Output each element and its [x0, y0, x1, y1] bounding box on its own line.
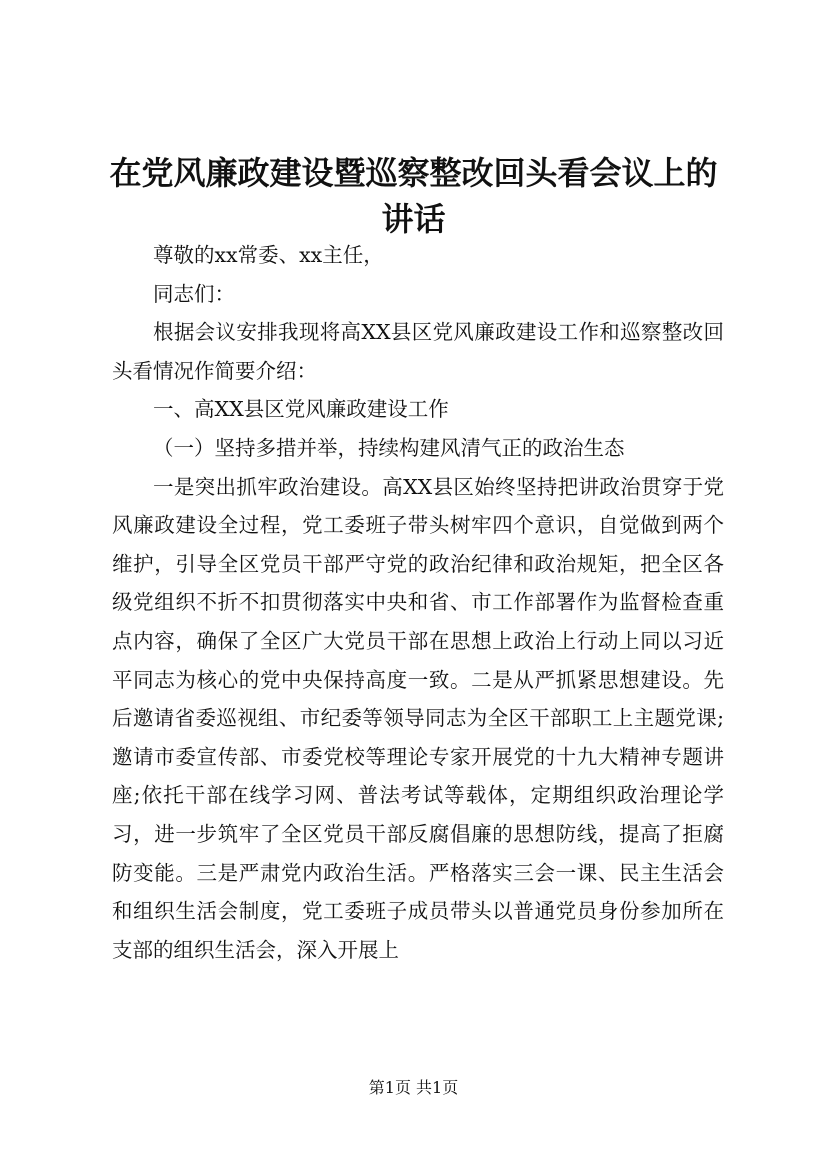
- body-paragraph: 一是突出抓牢政治建设。高XX县区始终坚持把讲政治贯穿于党风廉政建设全过程，党工委班子带头树牢四个意识，自觉做到两个维护，引导全区党员干部严守党的政治纪律和政治规矩，把全区各级党组织不折不扣贯彻落实中央和省、市工作部署作为监督检查重点内容，确保了全区广大党员干部在思想上政治上行动上同以习近平同志为核心的党中央保持高度一致。二是从严抓紧思想建设。先后邀请省委巡视组、市纪委等领导同志为全区干部职工上主题党课;邀请市委宣传部、市委党校等理论专家开展党的十九大精神专题讲座;依托干部在线学习网、普法考试等载体，定期组织政治理论学习，进一步筑牢了全区党员干部反腐倡廉的思想防线，提高了拒腐防变能。三是严肃党内政治生活。严格落实三会一课、民主生活会和组织生活会制度，党工委班子成员带头以普通党员身份参加所在支部的组织生活会，深入开展上: [112, 474, 724, 962]
- page-footer: 第1页 共1页: [368, 1078, 459, 1097]
- greeting: 同志们：: [153, 281, 235, 306]
- intro-paragraph: 根据会议安排我现将高XX县区党风廉政建设工作和巡察整改回头看情况作简要介绍：: [112, 320, 724, 383]
- salutation: 尊敬的xx常委、xx主任，: [153, 243, 384, 267]
- document-title: 在党风廉政建设暨巡察整改回头看会议上的讲话: [109, 154, 718, 238]
- section-heading: 一、高XX县区党风廉政建设工作: [153, 397, 449, 422]
- subsection-heading: （一）坚持多措并举，持续构建风清气正的政治生态: [153, 435, 625, 460]
- document-body: [112, 236, 724, 969]
